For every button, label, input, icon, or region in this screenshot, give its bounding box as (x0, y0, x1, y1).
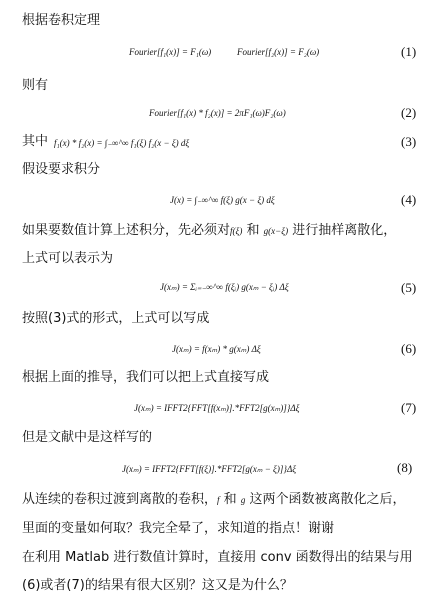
text-discrete-convolution-c: 这两个函数被离散化之后， (249, 492, 406, 507)
equation-3: f₁(x) * f₂(x) = ∫₋∞^∞ f₁(ξ) f₂(x − ξ) dξ (54, 138, 190, 148)
equation-number-4: (4) (401, 192, 417, 207)
text-numeric-compute (22, 224, 396, 237)
text-discrete-convolution (22, 493, 405, 506)
equation-1-b: Fourier[f₂(x)] = F₂(ω) (237, 47, 320, 57)
equation-5: J(xₘ) = Σᵢ₌₋∞^∞ f(ξᵢ) g(xₘ − ξᵢ) Δξ (160, 282, 289, 292)
equation-number-3: (3) (401, 134, 417, 149)
equation-6: J(xₘ) = f(xₘ) * g(xₘ) Δξ (172, 344, 261, 354)
text-literature: 但是文献中是这样写的 (22, 430, 153, 445)
equation-7: J(xₘ) = IFFT2{FFT[f(xₘ)].*FFT2[g(xₘ)]}Δξ (134, 403, 300, 413)
equation-number-1: (1) (401, 44, 417, 59)
text-discrete-convolution-a: 从连续的卷积过渡到离散的卷积， (22, 492, 218, 507)
text-matlab: 在利用 Matlab 进行数值计算时，直接用 conv 函数得出的结果与用 (22, 550, 413, 565)
text-derivation: 根据上面的推导，我们可以把上式直接写成 (22, 370, 270, 385)
equation-number-7: (7) (401, 400, 417, 415)
equation-1-a: Fourier[f₁(x)] = F₁(ω) (129, 47, 212, 57)
text-expressed-as: 上式可以表示为 (22, 251, 114, 266)
text-convolution-theorem: 根据卷积定理 (22, 13, 101, 28)
text-numeric-compute-c: 进行抽样离散化， (292, 223, 397, 238)
equation-number-5: (5) (401, 280, 417, 295)
equation-8: J(xₘ) = IFFT2{FFT[f(ξ)].*FFT2[g(xₘ − ξ)]}Δξ (122, 464, 297, 474)
text-where: 其中 (22, 134, 49, 149)
inline-f: f (217, 495, 220, 505)
text-why: (6)或者(7)的结果有很大区别？这又是为什么？ (22, 578, 293, 593)
equation-number-2: (2) (401, 105, 417, 120)
text-according-to-3: 按照(3)式的形式，上式可以写成 (22, 311, 210, 326)
inline-f-xi: f(ξ) (230, 226, 243, 236)
text-numeric-compute-a: 如果要数值计算上述积分，先必须对 (22, 223, 231, 238)
text-then: 则有 (22, 78, 49, 93)
equation-4: J(x) = ∫₋∞^∞ f(ξ) g(x − ξ) dξ (170, 195, 275, 205)
equation-number-6: (6) (401, 341, 417, 356)
text-numeric-compute-b: 和 (246, 223, 260, 238)
equation-2: Fourier[f₁(x) * f₂(x)] = 2πF₁(ω)F₂(ω) (149, 108, 286, 118)
text-question: 里面的变量如何取？我完全晕了，求知道的指点！谢谢 (22, 521, 335, 536)
text-discrete-convolution-b: 和 (223, 492, 237, 507)
inline-g: g (240, 495, 246, 505)
equation-number-8: (8) (397, 460, 413, 475)
inline-g-x-xi: g(x−ξ) (263, 226, 289, 236)
text-suppose-integral: 假设要求积分 (22, 162, 101, 177)
